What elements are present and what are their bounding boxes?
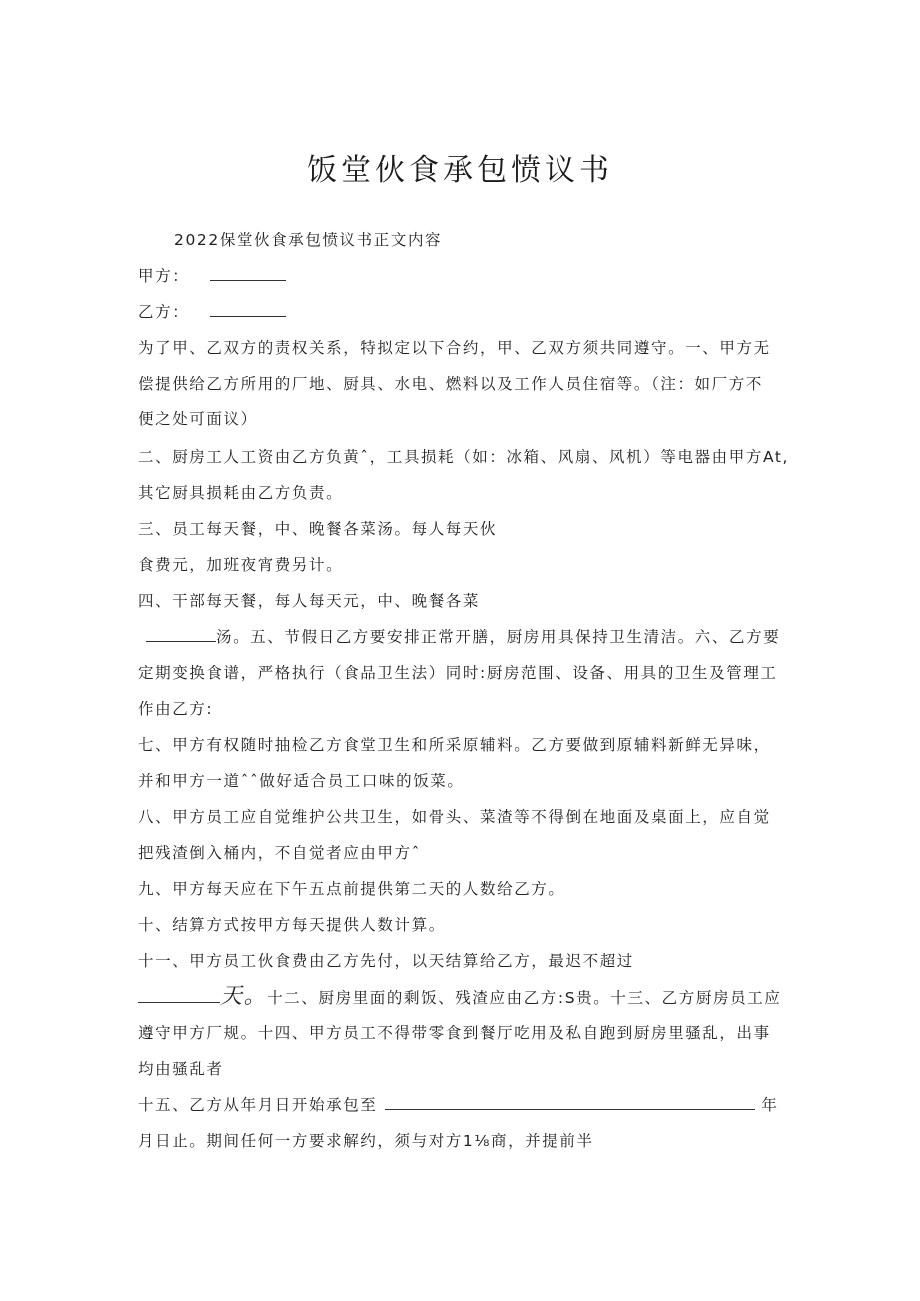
fill-blank: [138, 988, 220, 1003]
text-line: 为了甲、乙双方的责权关系，特拟定以下合约，甲、乙双方须共同遵守。一、甲方无: [138, 339, 771, 357]
text-line: 并和甲方一道ˆˆ做好适合员工口味的饭菜。: [138, 772, 465, 790]
document-title: 饭堂伙食承包愤议书: [307, 153, 613, 188]
text-line: 二、厨房工人工资由乙方负黄ˆ，工具损耗（如：冰箱、风扇、风机）等电器由甲方At,: [138, 448, 790, 466]
party-a-blank: [210, 266, 286, 281]
text-line: 七、甲方有权随时抽检乙方食堂卫生和所采原辅料。乙方要做到原辅料新鲜无异味，: [138, 736, 771, 754]
text-segment: 汤。五、节假日乙方要安排正常开膳，厨房用具保持卫生清洁。六、乙方要: [216, 628, 781, 646]
text-line: 食费元，加班夜宵费另计。: [138, 556, 344, 574]
text-line: 十一、甲方员工伙食费由乙方先付，以天结算给乙方，最迟不超过: [138, 952, 634, 970]
document-subtitle: 2022保堂伙食承包愤议书正文内容: [174, 231, 443, 249]
fill-blank: [146, 627, 216, 642]
text-line: 其它厨具损耗由乙方负责。: [138, 484, 344, 502]
text-line: 月日止。期间任何一方要求解约，须与对方1⅛商，并提前半: [138, 1132, 594, 1150]
text-line: 便之处可面议）: [138, 410, 258, 428]
text-line: 九、甲方每天应在下午五点前提供第二天的人数给乙方。: [138, 880, 566, 898]
text-segment: 十五、乙方从年月日开始承包至: [138, 1096, 378, 1114]
text-line: 均由骚乱者: [138, 1060, 224, 1078]
text-line: 遵守甲方厂规。十四、甲方员工不得带零食到餐厅吃用及私自跑到厨房里骚乱，出事: [138, 1024, 771, 1042]
text-line: 定期变换食谱，严格执行（食品卫生法）同时:厨房范围、设备、用具的卫生及管理工: [138, 664, 778, 682]
text-line: 十、结算方式按甲方每天提供人数计算。: [138, 916, 446, 934]
text-segment: 十二、厨房里面的剩饭、残渣应由乙方:S贵。十三、乙方厨房员工应: [267, 989, 782, 1007]
text-line-with-blank: [138, 1095, 779, 1115]
party-b-label: 乙方：: [138, 303, 190, 321]
text-segment: 年: [761, 1096, 779, 1114]
text-segment-large: 天。: [220, 984, 268, 1009]
party-a-line: [138, 266, 286, 286]
text-line: 作由乙方:: [138, 700, 214, 718]
text-line: 四、干部每天餐，每人每天元，中、晚餐各菜: [138, 592, 481, 610]
text-line-with-blank: [138, 627, 780, 647]
party-a-label: 甲方：: [138, 267, 190, 285]
text-line: 三、员工每天餐，中、晚餐各菜汤。每人每天伙: [138, 520, 498, 538]
text-line: 把残渣倒入桶内，不自觉者应由甲方ˆ: [138, 844, 421, 862]
fill-blank: [385, 1095, 755, 1110]
party-b-line: [138, 302, 286, 322]
text-line-with-blank: [138, 984, 782, 1009]
text-line: 八、甲方员工应自觉维护公共卫生，如骨头、菜渣等不得倒在地面及桌面上，应自觉: [138, 808, 771, 826]
text-line: 偿提供给乙方所用的厂地、厨具、水电、燃料以及工作人员住宿等。（注：如厂方不: [138, 375, 763, 393]
party-b-blank: [210, 302, 286, 317]
